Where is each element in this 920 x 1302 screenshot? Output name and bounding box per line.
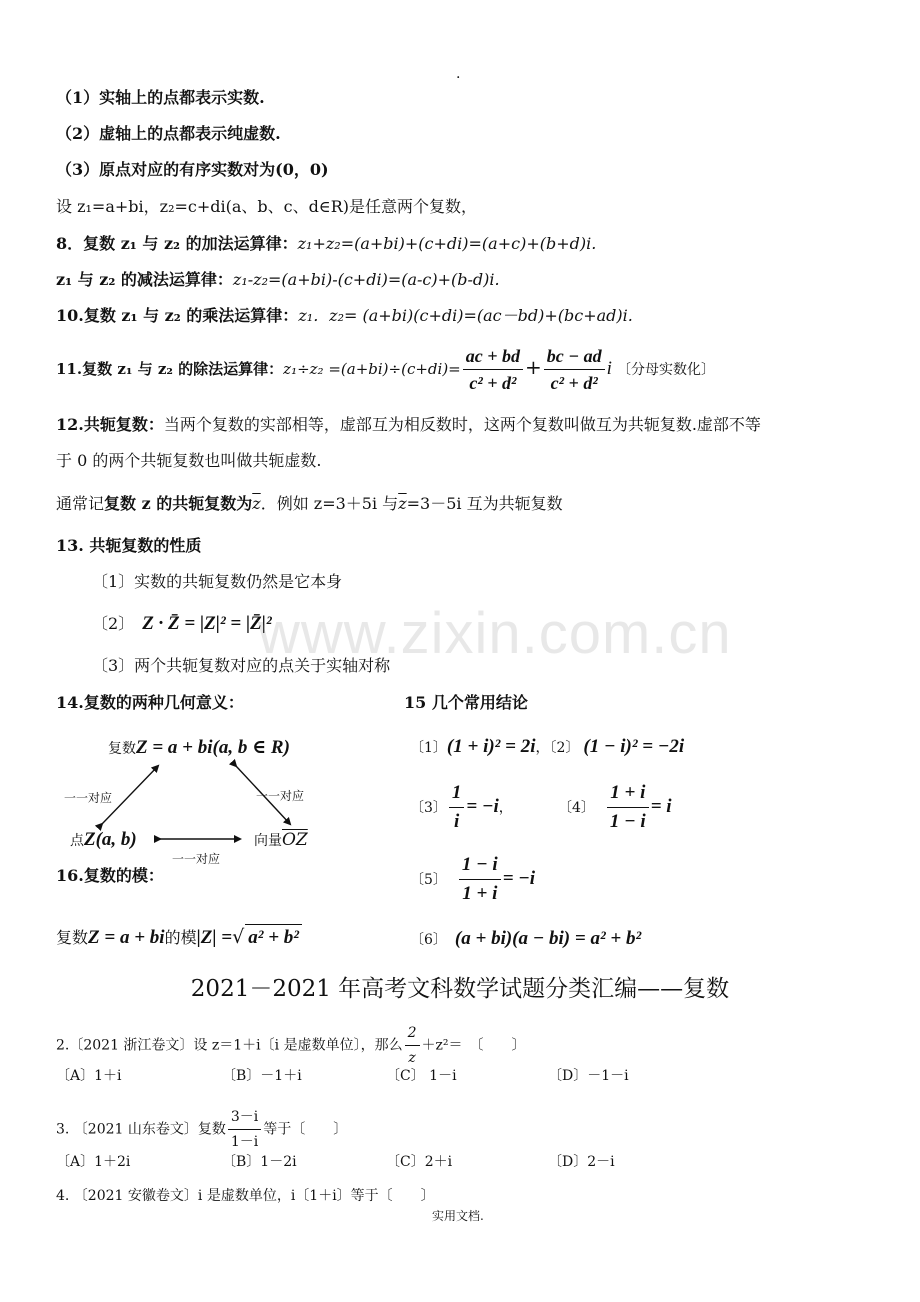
conclusion-1-label: 〔1〕 xyxy=(410,740,447,756)
rule-11-num-2: bc − ad xyxy=(544,344,605,370)
rule-14-title: 14.复数的两种几何意义： xyxy=(56,693,244,712)
q3-option-c[interactable]: 〔C〕2＋i xyxy=(386,1154,453,1170)
conclusion-1-2 xyxy=(410,734,684,761)
conclusion-3-comma: ， xyxy=(498,800,513,816)
diagram-label-left: 一一对应 xyxy=(64,791,113,805)
conclusion-6-label: 〔6〕 xyxy=(410,932,447,948)
q2-stem-prefix: 2.〔2021 浙江卷文〕设 z＝1＋i〔i 是虚数单位〕，那么 xyxy=(56,1037,403,1054)
note-prefix: 通常记 xyxy=(56,494,105,513)
section-title: 2021－2021 年高考文科数学试题分类汇编——复数 xyxy=(190,976,730,1002)
diagram-node-point-formula: Z(a, b) xyxy=(84,829,137,850)
note-rest-2: =3－5i 互为共轭复数 xyxy=(406,494,563,513)
rule-11-fraction-1 xyxy=(463,344,523,395)
q2-option-c[interactable]: 〔C〕 1－i xyxy=(386,1068,457,1084)
modulus-formula-1: Z = a + bi xyxy=(88,927,165,948)
q2-fraction xyxy=(405,1022,420,1069)
rule-15-title: 15 几个常用结论 xyxy=(404,693,528,712)
conclusion-2-label: ，〔2〕 xyxy=(535,740,580,756)
q3-fraction xyxy=(228,1106,261,1153)
rule-12 xyxy=(56,415,761,435)
rule-9-label: z₁ 与 z₂ 的减法运算律： xyxy=(56,270,233,289)
rule-9-formula: z₁-z₂=(a+bi)-(c+di)=(a-c)+(b-d)i. xyxy=(232,270,500,289)
conclusion-3-rhs: = −i xyxy=(466,796,499,817)
rule-11 xyxy=(56,344,715,395)
rule-12-text: 当两个复数的实部相等，虚部互为相反数时，这两个复数叫做互为共轭复数.虚部不等 xyxy=(163,415,761,434)
rule-11-note: 〔分母实数化〕 xyxy=(617,362,716,378)
question-2-stem xyxy=(56,1022,526,1069)
diagram-label-right: 一一对应 xyxy=(256,789,305,803)
sqrt-icon: √ xyxy=(232,926,245,948)
q2-option-d[interactable]: 〔D〕－1－i xyxy=(548,1068,629,1084)
conjugate-note xyxy=(56,494,563,514)
note-bold: 复数 z 的共轭复数为 xyxy=(104,494,253,513)
rule-13-item-1: 〔1〕实数的共轭复数仍然是它本身 xyxy=(92,572,343,591)
conclusion-4-den: 1 − i xyxy=(609,811,646,832)
q3-frac-den: 1－i xyxy=(230,1134,259,1150)
property-1: （1）实轴上的点都表示实数. xyxy=(56,88,265,107)
rule-9 xyxy=(56,270,500,290)
rule-8-formula: z₁+z₂=(a+bi)+(c+di)=(a+c)+(b+d)i. xyxy=(297,234,597,253)
rule-12-cont: 于 0 的两个共轭复数也叫做共轭虚数. xyxy=(56,451,322,470)
diagram-node-vector-prefix: 向量 xyxy=(254,833,282,849)
note-zbar: $\overline{z}$ xyxy=(252,494,261,513)
conclusion-4 xyxy=(558,780,672,835)
q3-stem-prefix: 3. 〔2021 山东卷文〕复数 xyxy=(56,1121,226,1138)
diagram-node-vector-formula: $\overline{OZ}$ xyxy=(282,830,308,850)
conclusion-2-formula: (1 − i)² = −2i xyxy=(583,736,685,757)
conclusion-5-den: 1 + i xyxy=(462,883,498,904)
rule-13-item-2 xyxy=(92,612,272,636)
q2-option-b[interactable]: 〔B〕－1＋i xyxy=(222,1068,302,1084)
rule-11-label: 11.复数 z₁ 与 z₂ 的除法运算律： xyxy=(56,360,284,378)
rule-11-lhs: z₁÷z₂ =(a+bi)÷(c+di)= xyxy=(283,360,461,378)
rule-13-title: 13. 共轭复数的性质 xyxy=(56,536,202,555)
rule-11-fraction-2 xyxy=(544,344,605,395)
diagram-node-point-prefix: 点 xyxy=(70,833,84,849)
conclusion-5-rhs: = −i xyxy=(502,868,536,889)
diagram-node-complex xyxy=(108,736,290,761)
q3-frac-num: 3－i xyxy=(228,1106,261,1130)
diagram-node-complex-prefix: 复数 xyxy=(108,741,136,757)
conclusion-5 xyxy=(410,852,535,907)
rule-11-plus: + xyxy=(524,355,542,379)
question-3-stem xyxy=(56,1106,347,1153)
question-4-stem: 4. 〔2021 安徽卷文〕i 是虚数单位，i〔1＋i〕等于〔 〕 xyxy=(56,1188,435,1204)
modulus-sqrt: a² + b² xyxy=(245,924,302,951)
q3-option-a[interactable]: 〔A〕1＋2i xyxy=(56,1154,131,1170)
modulus-prefix: 复数 xyxy=(56,928,89,947)
rule-10-formula: z₁．z₂= (a+bi)(c+di)=(ac－bd)+(bc+ad)i. xyxy=(298,306,633,325)
conclusion-5-num: 1 − i xyxy=(459,852,501,880)
definition-line: 设 z₁=a+bi，z₂=c+di(a、b、c、d∈R)是任意两个复数， xyxy=(56,197,477,216)
conclusion-5-fraction xyxy=(459,852,501,907)
property-3: （3）原点对应的有序实数对为(0，0) xyxy=(56,160,329,179)
rule-8 xyxy=(56,234,596,254)
conclusion-6-formula: (a + bi)(a − bi) = a² + b² xyxy=(454,928,642,949)
note-rest: ．例如 z=3＋5i 与 xyxy=(260,494,399,513)
conclusion-3-den: i xyxy=(454,811,460,832)
modulus-mid: 的模 xyxy=(164,928,197,947)
rule-16-title: 16.复数的模： xyxy=(56,866,164,885)
rule-11-den-2: c² + d² xyxy=(550,373,598,393)
q2-stem-suffix: ＋z²＝ 〔 〕 xyxy=(421,1037,526,1054)
watermark: www.zixin.com.cn xyxy=(258,601,732,666)
rule-8-label: 8．复数 z₁ 与 z₂ 的加法运算律： xyxy=(56,234,298,253)
footer: 实用文档. xyxy=(432,1209,484,1223)
modulus-formula-2: |Z| = xyxy=(196,927,233,948)
q3-stem-suffix: 等于〔 〕 xyxy=(263,1121,348,1138)
conclusion-4-num: 1 + i xyxy=(607,780,649,808)
diagram-node-point xyxy=(70,828,137,853)
conclusion-3-fraction xyxy=(449,780,465,835)
conclusion-6 xyxy=(410,926,641,953)
diagram-label-bottom: 一一对应 xyxy=(172,852,221,866)
header-dot: . xyxy=(456,66,461,82)
rule-10 xyxy=(56,306,633,326)
conclusion-4-label: 〔4〕 xyxy=(558,800,595,816)
rule-10-label: 10.复数 z₁ 与 z₂ 的乘法运算律： xyxy=(56,306,299,325)
conclusion-3-label: 〔3〕 xyxy=(410,800,447,816)
q2-frac-den: z xyxy=(408,1050,416,1066)
modulus-line xyxy=(56,924,302,951)
diagram-node-vector xyxy=(254,828,308,853)
rule-11-den-1: c² + d² xyxy=(469,373,517,393)
conclusion-3 xyxy=(410,780,513,835)
conclusion-1-formula: (1 + i)² = 2i xyxy=(446,736,536,757)
q3-option-d[interactable]: 〔D〕2－i xyxy=(548,1154,615,1170)
geometry-diagram xyxy=(60,736,330,866)
q2-frac-num: 2 xyxy=(405,1022,420,1046)
rule-11-i: i xyxy=(606,358,612,379)
rule-12-label: 12.共轭复数： xyxy=(56,415,164,434)
conclusion-4-fraction xyxy=(607,780,649,835)
rule-13-item-3: 〔3〕两个共轭复数对应的点关于实轴对称 xyxy=(92,656,391,675)
note-zbar-2: $\overline{z}$ xyxy=(398,494,407,513)
q3-option-b[interactable]: 〔B〕1－2i xyxy=(222,1154,297,1170)
diagram-node-complex-formula: Z = a + bi(a, b ∈ R) xyxy=(136,737,290,758)
rule-13-item-2-formula: Z · Z̄ = |Z|² = |Z̄|² xyxy=(142,613,272,634)
rule-13-item-2-label: 〔2〕 xyxy=(92,614,135,633)
conclusion-4-rhs: = i xyxy=(650,796,672,817)
property-2: （2）虚轴上的点都表示纯虚数. xyxy=(56,124,281,143)
q2-option-a[interactable]: 〔A〕1＋i xyxy=(56,1068,122,1084)
conclusion-5-label: 〔5〕 xyxy=(410,872,447,888)
conclusion-3-num: 1 xyxy=(449,780,465,808)
rule-11-num-1: ac + bd xyxy=(463,344,523,370)
